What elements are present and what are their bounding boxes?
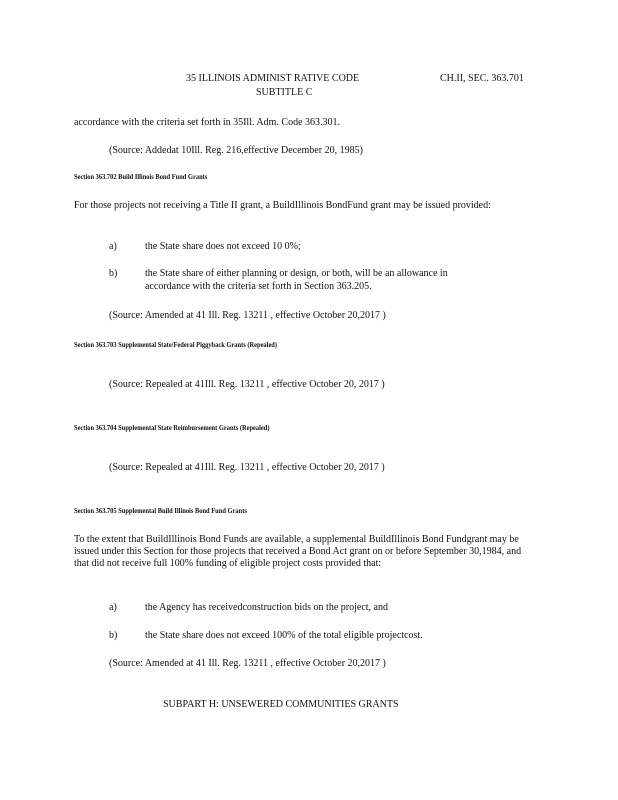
header-subtitle: SUBTITLE C	[256, 87, 313, 98]
list-item-a: the Agency has receivedconstruction bids on the project, and	[145, 602, 388, 613]
section-heading-363-705: Section 363.705 Supplemental Build Illinois Bond Fund Grants	[74, 507, 247, 515]
list-label-b: b)	[109, 268, 118, 279]
paragraph-supplemental: To the extent that BuildIllinois Bond Funds are available, a supplemental BuildIllinois Bond Fundgrant may be issued under this Section for those projects that received a Bond Act grant on or before September 30,1984, and that did not receive full 100% funding of eligible project costs provided that:	[74, 534, 522, 569]
list-item-a: the State share does not exceed 10 0%;	[145, 241, 301, 252]
source-note: (Source: Addedat 10Ill. Reg. 216,effective December 20, 1985)	[109, 145, 363, 156]
list-label-b: b)	[109, 630, 118, 641]
source-note: (Source: Repealed at 41Ill. Reg. 13211 , effective October 20, 2017 )	[109, 379, 385, 390]
paragraph-title-ii: For those projects not receiving a Title II grant, a BuildIllinois BondFund grant may be issued provided:	[74, 200, 491, 211]
list-label-a: a)	[109, 602, 117, 613]
section-heading-363-704: Section 363.704 Supplemental State Reimbursement Grants (Repealed)	[74, 424, 270, 432]
paragraph-accordance: accordance with the criteria set forth in 35Ill. Adm. Code 363.301.	[74, 117, 341, 128]
source-note: (Source: Amended at 41 Ill. Reg. 13211 , effective October 20,2017 )	[109, 310, 386, 321]
header-title: 35 ILLINOIS ADMINIST RATIVE CODE	[186, 73, 360, 84]
list-item-b-line2: accordance with the criteria set forth in Section 363.205.	[145, 281, 372, 292]
source-note: (Source: Repealed at 41Ill. Reg. 13211 , effective October 20, 2017 )	[109, 462, 385, 473]
subpart-heading: SUBPART H: UNSEWERED COMMUNITIES GRANTS	[163, 699, 399, 710]
list-item-b-line1: the State share of either planning or design, or both, will be an allowance in	[145, 268, 448, 279]
section-heading-363-703: Section 363.703 Supplemental State/Federal Piggyback Grants (Repealed)	[74, 341, 278, 349]
list-label-a: a)	[109, 241, 117, 252]
header-chapter: CH.II, SEC. 363.701	[440, 73, 524, 84]
section-heading-363-702: Section 363.702 Build Illinois Bond Fund Grants	[74, 173, 208, 181]
source-note: (Source: Amended at 41 Ill. Reg. 13211 , effective October 20,2017 )	[109, 658, 386, 669]
list-item-b: the State share does not exceed 100% of the total eligible projectcost.	[145, 630, 423, 641]
